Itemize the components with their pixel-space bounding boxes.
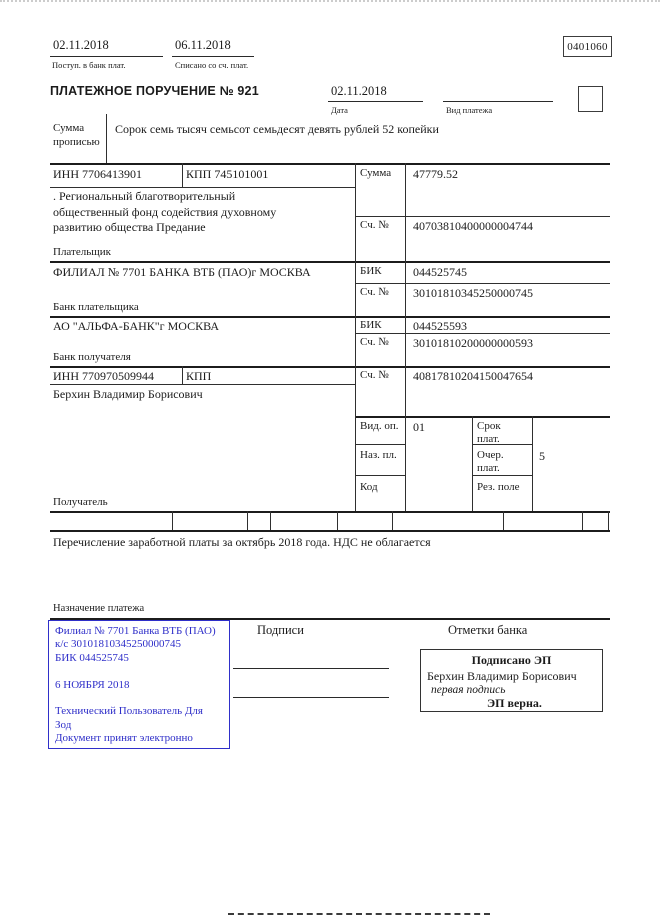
table-border — [50, 511, 610, 513]
payee-bank-label: Банк получателя — [53, 351, 131, 363]
divider-line — [582, 511, 583, 530]
divider-line — [405, 163, 406, 511]
purpose-text: Перечисление заработной платы за октябрь 2018 года. НДС не облагается — [53, 535, 431, 549]
document-title: ПЛАТЕЖНОЕ ПОРУЧЕНИЕ № 921 — [50, 84, 259, 98]
table-border — [50, 163, 610, 165]
digital-signature-name: Берхин Владимир Борисович — [427, 669, 577, 683]
doc-date: 02.11.2018 — [331, 84, 387, 98]
stamp-line — [55, 692, 223, 705]
vid-op-label: Вид. оп. — [360, 420, 399, 432]
divider-line — [50, 187, 355, 188]
payer-label: Плательщик — [53, 246, 111, 258]
payer-name: . Региональный благотворительный общественный фонд содействия духовному развитию общества Предание — [53, 189, 277, 234]
stamp-line: БИК 044525745 — [55, 651, 129, 664]
payer-account: 40703810400000004744 — [413, 219, 533, 233]
sum-label: Сумма — [360, 167, 392, 179]
payee-bank-account: 30101810200000000593 — [413, 336, 533, 350]
payee-bank-name: АО "АЛЬФА-БАНК"г МОСКВА — [53, 319, 220, 333]
doc-date-field — [328, 84, 423, 102]
payee-kpp: КПП — [186, 369, 212, 383]
vid-op-value: 01 — [413, 420, 425, 434]
divider-line — [503, 511, 504, 530]
amount-words-label: Сумма прописью — [53, 122, 100, 148]
purpose-label: Назначение платежа — [53, 603, 145, 614]
account-label: Сч. № — [360, 369, 389, 381]
stamp-line — [55, 665, 223, 678]
payment-kind-field — [443, 84, 553, 102]
signature-line — [233, 650, 389, 669]
digital-signature-note: первая подпись — [431, 684, 506, 696]
account-label: Сч. № — [360, 336, 389, 348]
table-border — [355, 416, 610, 418]
ocher-plat-label: Очер. плат. — [477, 449, 504, 474]
divider-line — [106, 114, 107, 164]
divider-line — [355, 283, 610, 284]
divider-line — [247, 511, 248, 530]
divider-line — [355, 216, 610, 217]
payee-inn: ИНН 770970509944 — [53, 369, 154, 383]
divider-line — [608, 511, 609, 530]
rez-pole-label: Рез. поле — [477, 481, 520, 493]
payer-bank-bik: 044525745 — [413, 265, 467, 279]
divider-line — [392, 511, 393, 530]
status-checkbox — [578, 86, 603, 112]
divider-line — [337, 511, 338, 530]
stamp-line: Документ принят электронно — [55, 732, 193, 745]
stamp-line: к/с 30101810345250000745 — [55, 638, 182, 651]
divider-line — [270, 511, 271, 530]
bank-marks-label: Отметки банка — [448, 623, 528, 637]
payer-bank-name: ФИЛИАЛ № 7701 БАНКА ВТБ (ПАО)г МОСКВА — [53, 265, 311, 279]
debited-date: 06.11.2018 — [175, 38, 231, 52]
divider-line — [355, 475, 405, 476]
bank-stamp — [48, 620, 230, 749]
table-border — [50, 366, 610, 368]
stamp-line: Филиал № 7701 Банка ВТБ (ПАО) — [55, 625, 216, 637]
table-border — [50, 316, 610, 318]
ocher-plat-value: 5 — [539, 449, 545, 463]
divider-line — [172, 511, 173, 530]
payer-bank-label: Банк плательщика — [53, 301, 139, 313]
debited-date-field — [172, 38, 254, 57]
divider-line — [355, 163, 356, 511]
digital-signature-verdict: ЭП верна. — [487, 696, 542, 710]
signatures-label: Подписи — [257, 623, 304, 637]
divider-line — [355, 333, 610, 334]
payee-bank-bik: 044525593 — [413, 319, 467, 333]
received-date-label: Поступ. в банк плат. — [52, 60, 126, 70]
divider-line — [532, 416, 533, 511]
table-border — [50, 261, 610, 263]
doc-date-label: Дата — [331, 105, 348, 115]
account-label: Сч. № — [360, 219, 389, 231]
divider-line — [472, 475, 532, 476]
account-label: Сч. № — [360, 286, 389, 298]
payer-inn: ИНН 7706413901 — [53, 167, 142, 181]
divider-line — [472, 416, 473, 511]
digital-signature-title: Подписано ЭП — [471, 653, 552, 667]
divider-line — [50, 384, 355, 385]
payer-kpp: КПП 745101001 — [186, 167, 269, 181]
payment-kind-label: Вид платежа — [446, 105, 493, 115]
stamp-line: Технический Пользователь Для — [55, 705, 203, 718]
received-date: 02.11.2018 — [53, 38, 109, 52]
debited-date-label: Списано со сч. плат. — [175, 60, 249, 70]
scan-edge-bottom — [228, 913, 490, 915]
payee-label: Получатель — [53, 496, 108, 508]
signature-line — [233, 679, 389, 698]
payee-account: 40817810204150047654 — [413, 369, 533, 383]
bik-label: БИК — [360, 319, 382, 331]
divider-line — [182, 366, 183, 384]
naz-pl-label: Наз. пл. — [360, 449, 397, 461]
bik-label: БИК — [360, 265, 382, 277]
form-code: 0401060 — [567, 41, 608, 53]
divider-line — [355, 444, 405, 445]
received-date-field — [50, 38, 163, 57]
scan-edge-top — [0, 0, 660, 2]
sum-value: 47779.52 — [413, 167, 458, 181]
amount-words-text: Сорок семь тысяч семьсот семьдесят девять рублей 52 копейки — [115, 122, 439, 136]
payee-name: Берхин Владимир Борисович — [53, 387, 203, 401]
stamp-line: 6 НОЯБРЯ 2018 — [55, 678, 130, 691]
form-code-box — [563, 36, 612, 57]
table-border — [50, 530, 610, 532]
kod-label: Код — [360, 481, 378, 493]
divider-line — [182, 163, 183, 187]
digital-signature-stamp — [420, 649, 603, 712]
payer-bank-account: 30101810345250000745 — [413, 286, 533, 300]
srok-plat-label: Срок плат. — [477, 420, 501, 445]
stamp-line: Зод — [55, 718, 72, 731]
